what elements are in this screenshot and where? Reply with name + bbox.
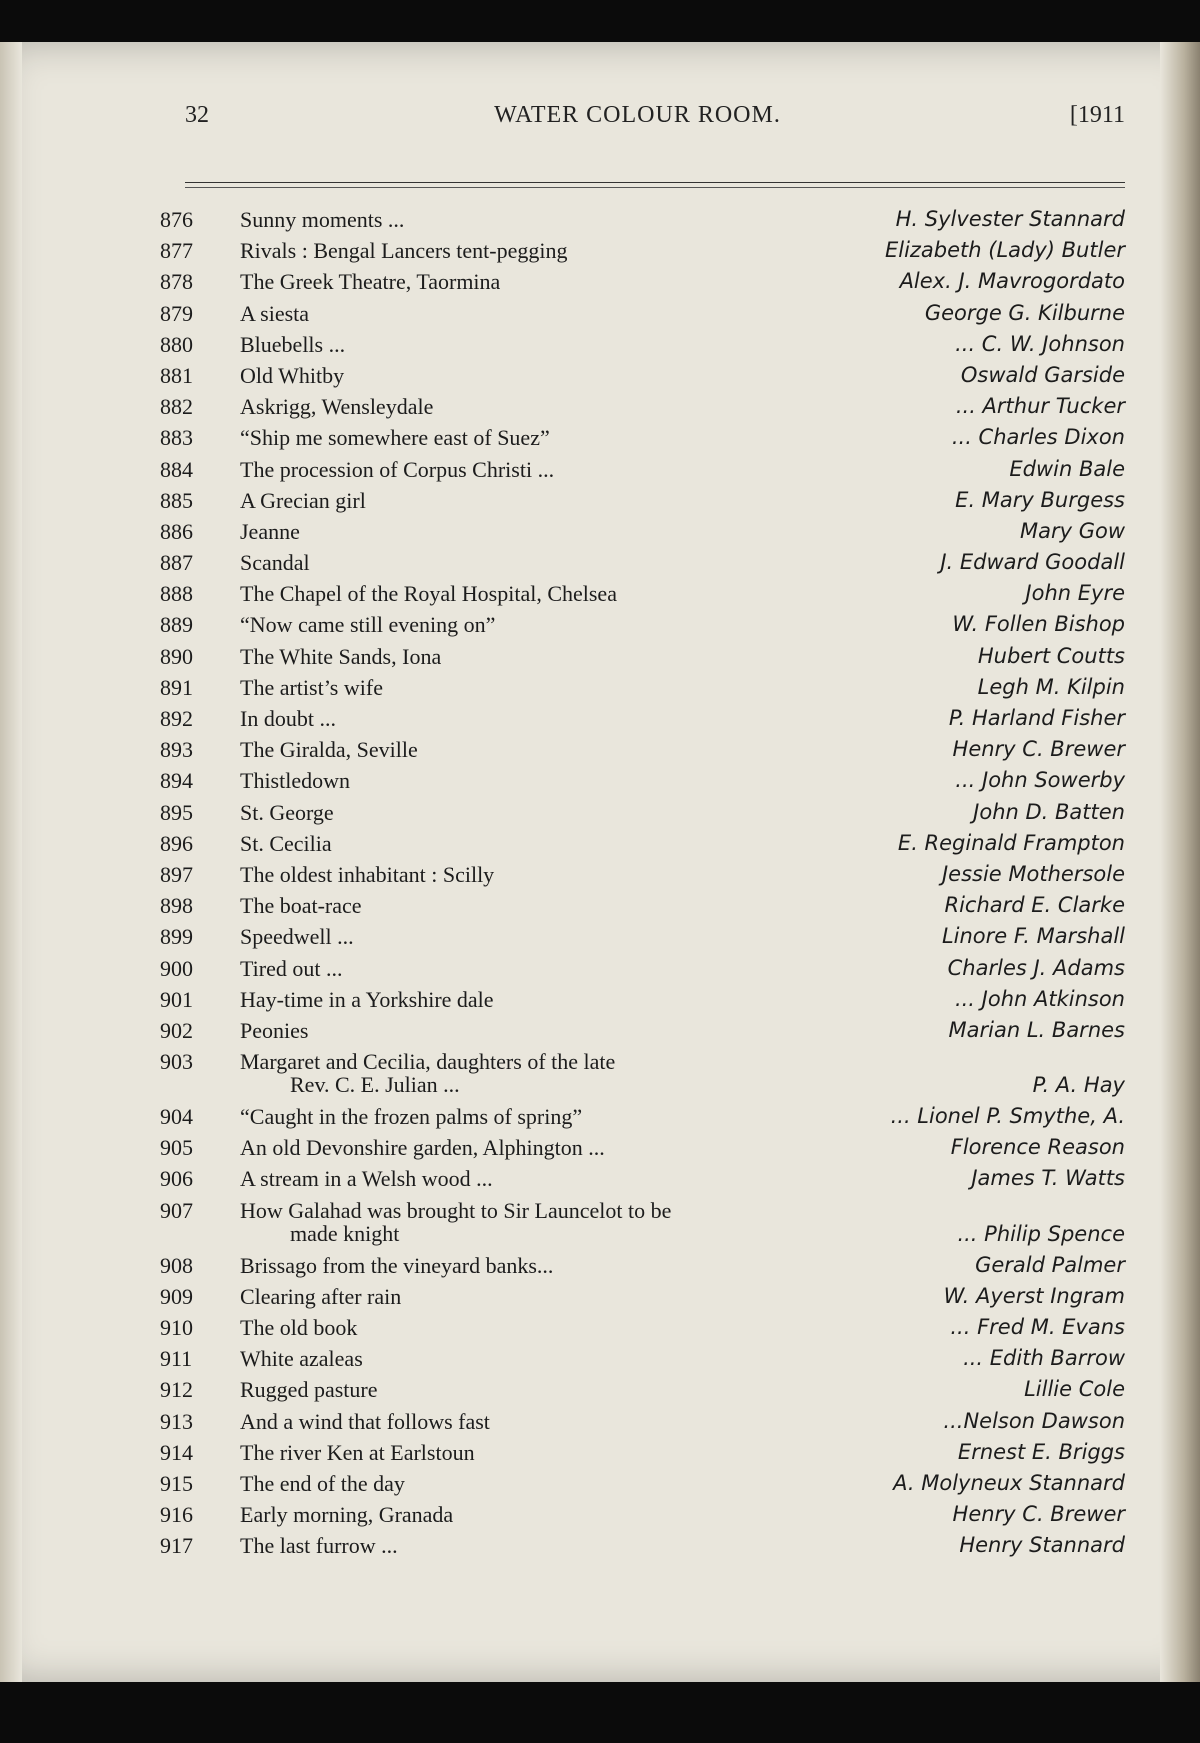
entry-artist: ... Fred M. Evans xyxy=(950,1315,1125,1339)
entry-artist: Gerald Palmer xyxy=(975,1252,1125,1277)
entry-artist: John Eyre xyxy=(1025,581,1125,606)
entry-title: The last furrow ... xyxy=(240,1533,398,1559)
entry-number: 905 xyxy=(160,1135,193,1161)
running-title: WATER COLOUR ROOM. xyxy=(494,102,781,128)
entry-title: And a wind that follows fast xyxy=(240,1408,490,1434)
entry-title: Scandal xyxy=(240,550,310,576)
entry-number: 917 xyxy=(160,1533,193,1559)
catalogue-entry xyxy=(160,547,1125,578)
catalogue-entry xyxy=(160,1132,1125,1163)
entry-title: St. George xyxy=(240,799,334,825)
entry-title: The procession of Corpus Christi ... xyxy=(240,456,555,482)
entry-number: 886 xyxy=(160,518,193,544)
catalogue-entry xyxy=(160,703,1125,734)
entry-number: 894 xyxy=(160,768,193,794)
entry-number: 913 xyxy=(160,1408,193,1434)
entry-artist: ...Nelson Dawson xyxy=(943,1408,1125,1433)
catalogue-entry xyxy=(160,1046,1125,1101)
catalogue-entry xyxy=(160,1343,1125,1374)
entry-number: 881 xyxy=(160,362,193,388)
entry-title: Early morning, Granada xyxy=(240,1502,454,1528)
entry-number: 892 xyxy=(160,706,193,731)
entry-title: Rivals : Bengal Lancers tent-pegging xyxy=(240,238,568,264)
entry-artist: P. A. Hay xyxy=(1032,1073,1125,1098)
catalogue-entry xyxy=(160,1468,1125,1499)
entry-artist: James T. Watts xyxy=(971,1166,1125,1191)
entry-number: 906 xyxy=(160,1166,193,1192)
entry-number: 902 xyxy=(160,1017,193,1043)
entry-title: Peonies xyxy=(240,1017,309,1043)
catalogue-entry xyxy=(160,734,1125,765)
entry-artist: Lillie Cole xyxy=(1024,1377,1125,1402)
entry-number: 911 xyxy=(160,1346,193,1372)
entry-number: 912 xyxy=(160,1377,193,1403)
entry-title: Hay-time in a Yorkshire dale xyxy=(240,986,494,1012)
catalogue-entry xyxy=(160,1312,1125,1343)
catalogue-entry xyxy=(160,422,1125,453)
catalogue-entry xyxy=(160,1374,1125,1405)
entry-number: 900 xyxy=(160,955,193,981)
entry-title: The end of the day xyxy=(240,1470,405,1496)
entry-artist: W. Ayerst Ingram xyxy=(943,1283,1125,1308)
entry-title: Clearing after rain xyxy=(240,1283,402,1309)
entry-artist: ... John Sowerby xyxy=(955,768,1125,793)
entry-title: Brissago from the vineyard banks... xyxy=(240,1252,554,1278)
entry-number: 889 xyxy=(160,612,193,638)
entry-artist: Oswald Garside xyxy=(960,362,1125,387)
entry-artist: Richard E. Clarke xyxy=(944,893,1125,918)
entry-artist: E. Reginald Frampton xyxy=(897,830,1125,855)
entry-title: The Chapel of the Royal Hospital, Chelsea xyxy=(240,581,617,607)
entry-number: 910 xyxy=(160,1315,193,1340)
catalogue-entry xyxy=(160,578,1125,609)
entry-number: 891 xyxy=(160,674,193,700)
entry-artist: Florence Reason xyxy=(950,1135,1125,1160)
entry-number: 898 xyxy=(160,893,193,919)
entry-artist: W. Follen Bishop xyxy=(952,612,1125,637)
catalogue-page xyxy=(0,42,1200,1682)
entry-artist: Linore F. Marshall xyxy=(941,924,1125,949)
entry-number: 888 xyxy=(160,581,193,607)
entry-artist: H. Sylvester Stannard xyxy=(895,207,1125,231)
catalogue-entry xyxy=(160,672,1125,703)
entry-number: 876 xyxy=(160,207,193,232)
entry-number: 878 xyxy=(160,269,193,295)
entry-title: An old Devonshire garden, Alphington ... xyxy=(240,1135,605,1161)
entry-number: 890 xyxy=(160,643,193,669)
entry-artist: ... Arthur Tucker xyxy=(955,394,1125,419)
catalogue-entry xyxy=(160,1281,1125,1312)
entry-title: The White Sands, Iona xyxy=(240,643,442,669)
entry-number: 880 xyxy=(160,331,193,357)
catalogue-entry xyxy=(160,235,1125,266)
entry-title-continued: made knight xyxy=(290,1220,400,1246)
entry-number: 908 xyxy=(160,1252,193,1278)
entry-number: 907 xyxy=(160,1197,193,1223)
entry-title: White azaleas xyxy=(240,1346,363,1372)
entry-title: In doubt ... xyxy=(240,706,336,731)
header-rule xyxy=(185,182,1125,188)
entry-artist: ... John Atkinson xyxy=(954,986,1125,1011)
entry-artist: Edwin Bale xyxy=(1009,456,1125,481)
entry-title: Sunny moments ... xyxy=(240,207,405,232)
catalogue-entry xyxy=(160,329,1125,360)
entry-title: Askrigg, Wensleydale xyxy=(240,394,434,420)
entry-artist: ... Charles Dixon xyxy=(951,425,1125,450)
entry-title: Rugged pasture xyxy=(240,1377,378,1403)
entry-number: 904 xyxy=(160,1104,193,1130)
entry-artist: Elizabeth (Lady) Butler xyxy=(884,238,1125,263)
entry-title: The river Ken at Earlstoun xyxy=(240,1439,475,1465)
entry-title: The Greek Theatre, Taormina xyxy=(240,269,501,295)
catalogue-entry xyxy=(160,609,1125,640)
entry-artist: ... Philip Spence xyxy=(957,1221,1125,1246)
entry-title: How Galahad was brought to Sir Launcelot to be xyxy=(240,1197,672,1223)
entry-artist: Legh M. Kilpin xyxy=(977,674,1125,699)
entry-artist: Marian L. Barnes xyxy=(948,1017,1125,1042)
catalogue-entry xyxy=(160,1250,1125,1281)
catalogue-entry xyxy=(160,485,1125,516)
entry-number: 877 xyxy=(160,238,193,264)
entry-title: Speedwell ... xyxy=(240,924,354,950)
catalogue-entry xyxy=(160,391,1125,422)
entry-artist: ... Lionel P. Smythe, A. xyxy=(890,1104,1125,1129)
catalogue-entry xyxy=(160,765,1125,796)
entry-title: Margaret and Cecilia, daughters of the late xyxy=(240,1049,616,1075)
entry-number: 916 xyxy=(160,1502,193,1528)
entry-title: A Grecian girl xyxy=(240,487,366,513)
entry-artist: ... C. W. Johnson xyxy=(955,331,1125,356)
entry-artist: John D. Batten xyxy=(973,799,1125,824)
catalogue-entry xyxy=(160,1437,1125,1468)
entry-artist: Ernest E. Briggs xyxy=(957,1439,1125,1464)
catalogue-entry xyxy=(160,890,1125,921)
catalogue-entry xyxy=(160,298,1125,329)
catalogue-list xyxy=(160,204,1125,1562)
entry-number: 887 xyxy=(160,550,193,576)
entry-number: 895 xyxy=(160,799,193,825)
catalogue-entry xyxy=(160,984,1125,1015)
catalogue-entry xyxy=(160,1406,1125,1437)
entry-title: “Caught in the frozen palms of spring” xyxy=(240,1104,583,1130)
entry-artist: Jessie Mothersole xyxy=(941,861,1125,886)
entry-title: A stream in a Welsh wood ... xyxy=(240,1166,493,1192)
entry-number: 914 xyxy=(160,1439,193,1465)
catalogue-entry xyxy=(160,266,1125,297)
entry-artist: Henry C. Brewer xyxy=(952,737,1125,762)
entry-number: 915 xyxy=(160,1470,193,1496)
catalogue-entry xyxy=(160,1195,1125,1250)
catalogue-entry xyxy=(160,797,1125,828)
entry-artist: P. Harland Fisher xyxy=(948,706,1125,730)
catalogue-entry xyxy=(160,1530,1125,1561)
catalogue-entry xyxy=(160,360,1125,391)
entry-artist: E. Mary Burgess xyxy=(955,487,1125,512)
year-label: [1911 xyxy=(1069,102,1125,128)
entry-title: The boat-race xyxy=(240,893,362,919)
entry-title: A siesta xyxy=(240,300,310,326)
entry-title: St. Cecilia xyxy=(240,830,332,856)
entry-number: 909 xyxy=(160,1283,193,1309)
entry-number: 896 xyxy=(160,830,193,856)
page-number: 32 xyxy=(185,102,209,128)
entry-artist: J. Edward Goodall xyxy=(940,550,1125,575)
entry-title: Tired out ... xyxy=(240,955,343,981)
catalogue-entry xyxy=(160,859,1125,890)
entry-artist: Charles J. Adams xyxy=(947,955,1125,980)
entry-artist: Hubert Coutts xyxy=(977,643,1125,668)
catalogue-entry xyxy=(160,1101,1125,1132)
catalogue-entry xyxy=(160,1015,1125,1046)
catalogue-entry xyxy=(160,953,1125,984)
catalogue-entry xyxy=(160,1163,1125,1194)
catalogue-entry xyxy=(160,641,1125,672)
entry-number: 901 xyxy=(160,986,193,1012)
entry-title: The artist’s wife xyxy=(240,674,383,700)
entry-artist: Mary Gow xyxy=(1019,518,1125,543)
entry-number: 893 xyxy=(160,737,193,763)
entry-title: The Giralda, Seville xyxy=(240,737,418,763)
entry-title-continued: Rev. C. E. Julian ... xyxy=(290,1072,460,1098)
entry-artist: Henry C. Brewer xyxy=(952,1502,1125,1527)
entry-title: “Ship me somewhere east of Suez” xyxy=(240,425,550,451)
catalogue-entry xyxy=(160,204,1125,235)
entry-number: 879 xyxy=(160,300,193,326)
entry-artist: Henry Stannard xyxy=(959,1533,1125,1558)
catalogue-entry xyxy=(160,454,1125,485)
entry-title: Bluebells ... xyxy=(240,331,346,357)
entry-artist: Alex. J. Mavrogordato xyxy=(899,269,1125,294)
entry-number: 882 xyxy=(160,394,193,420)
entry-number: 903 xyxy=(160,1049,193,1075)
entry-title: Jeanne xyxy=(240,518,300,544)
entry-title: Old Whitby xyxy=(240,362,345,388)
entry-number: 899 xyxy=(160,924,193,950)
entry-title: The old book xyxy=(240,1315,358,1340)
entry-artist: ... Edith Barrow xyxy=(963,1346,1125,1371)
entry-number: 884 xyxy=(160,456,193,482)
catalogue-entry xyxy=(160,828,1125,859)
catalogue-entry xyxy=(160,516,1125,547)
entry-title: “Now came still evening on” xyxy=(240,612,496,638)
entry-artist: A. Molyneux Stannard xyxy=(893,1470,1125,1495)
entry-number: 897 xyxy=(160,861,193,887)
catalogue-entry xyxy=(160,1499,1125,1530)
entry-title: Thistledown xyxy=(240,768,350,794)
catalogue-entry xyxy=(160,921,1125,952)
entry-number: 885 xyxy=(160,487,193,513)
entry-number: 883 xyxy=(160,425,193,451)
page-header xyxy=(150,102,1125,146)
entry-artist: George G. Kilburne xyxy=(924,300,1125,325)
entry-title: The oldest inhabitant : Scilly xyxy=(240,861,495,887)
